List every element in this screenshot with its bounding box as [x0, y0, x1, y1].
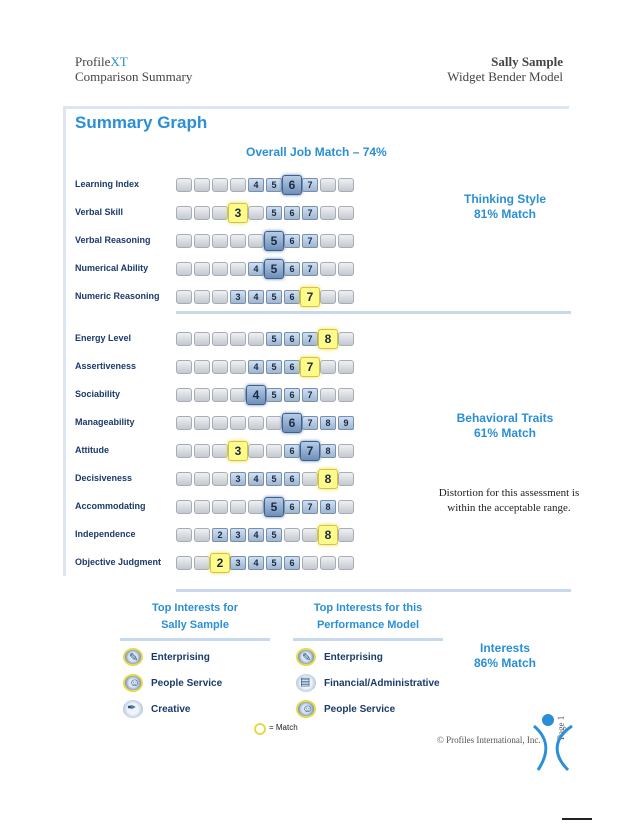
score-range-cell: 8 [320, 416, 336, 430]
score-track [176, 259, 356, 279]
row-label: Accommodating [75, 501, 146, 511]
score-cell-empty [212, 500, 228, 514]
score-cell-empty [338, 234, 354, 248]
score-cell-empty [194, 528, 210, 542]
model-interests-underline [293, 638, 443, 641]
score-cell-empty [320, 388, 336, 402]
score-cell-empty [212, 444, 228, 458]
model-interests-heading [293, 600, 443, 634]
interest-glyph: ☺ [302, 703, 314, 715]
score-track [176, 203, 356, 223]
person-score-marker: 5 [264, 259, 284, 279]
score-cell-empty [194, 556, 210, 570]
score-cell-empty [194, 472, 210, 486]
interest-label: Enterprising [324, 652, 383, 663]
interest-glyph: ✒ [127, 702, 137, 714]
score-cell-empty [194, 388, 210, 402]
profiles-logo-icon [528, 712, 576, 774]
score-cell-empty [338, 556, 354, 570]
score-track [176, 497, 356, 517]
score-cell-empty [176, 206, 192, 220]
score-range-cell: 8 [320, 500, 336, 514]
row-label: Independence [75, 529, 136, 539]
score-cell-empty [302, 528, 318, 542]
score-track [176, 175, 356, 195]
score-range-cell: 4 [248, 556, 264, 570]
score-cell-empty [266, 416, 282, 430]
score-cell-empty [212, 332, 228, 346]
person-interests-heading-line2: Sally Sample [161, 619, 229, 631]
behavioral-traits-summary [438, 411, 572, 441]
corner-mark [562, 818, 592, 820]
page-number: Page 1 [556, 715, 566, 740]
score-cell-empty [176, 178, 192, 192]
score-cell-empty [248, 234, 264, 248]
model-score-marker: 3 [228, 441, 248, 461]
score-cell-empty [338, 360, 354, 374]
score-range-cell: 3 [230, 472, 246, 486]
score-cell-empty [338, 178, 354, 192]
score-cell-empty [194, 500, 210, 514]
behavioral-traits-match: 61% Match [473, 426, 537, 440]
score-cell-empty [194, 416, 210, 430]
score-range-cell: 4 [248, 472, 264, 486]
thinking-style-summary [438, 192, 572, 222]
overall-job-match: Overall Job Match – 74% [246, 145, 387, 159]
score-cell-empty [248, 206, 264, 220]
row-label: Manageability [75, 417, 135, 427]
row-label: Assertiveness [75, 361, 137, 371]
score-range-cell: 3 [230, 556, 246, 570]
score-range-cell: 5 [266, 472, 282, 486]
score-cell-empty [176, 262, 192, 276]
score-cell-empty [176, 234, 192, 248]
header-left [75, 54, 192, 84]
score-cell-empty [212, 388, 228, 402]
section-divider [176, 589, 571, 592]
score-cell-empty [212, 472, 228, 486]
score-cell-empty [320, 234, 336, 248]
score-range-cell: 6 [284, 360, 300, 374]
score-cell-empty [176, 528, 192, 542]
score-cell-empty [338, 262, 354, 276]
score-cell-empty [194, 262, 210, 276]
score-cell-empty [266, 444, 282, 458]
row-label: Decisiveness [75, 473, 133, 483]
score-cell-empty [212, 234, 228, 248]
score-cell-empty [320, 556, 336, 570]
score-range-cell: 5 [266, 206, 282, 220]
score-track [176, 287, 356, 307]
row-label: Numerical Ability [75, 263, 149, 273]
score-range-cell: 5 [266, 556, 282, 570]
score-cell-empty [338, 290, 354, 304]
score-range-cell: 6 [284, 444, 300, 458]
person-score-marker: 6 [282, 413, 302, 433]
score-cell-empty [338, 472, 354, 486]
model-score-marker: 8 [318, 469, 338, 489]
score-range-cell: 9 [338, 416, 354, 430]
score-track [176, 357, 356, 377]
score-range-cell: 7 [302, 262, 318, 276]
score-cell-empty [194, 360, 210, 374]
person-interests-heading-line1: Top Interests for [152, 602, 238, 614]
score-cell-empty [176, 332, 192, 346]
score-range-cell: 2 [212, 528, 228, 542]
score-range-cell: 6 [284, 388, 300, 402]
section-divider [176, 311, 571, 314]
match-legend-label: = Match [269, 723, 298, 732]
score-cell-empty [320, 178, 336, 192]
match-legend-icon [254, 723, 266, 735]
score-range-cell: 5 [266, 360, 282, 374]
frame-horizontal-line [63, 106, 569, 109]
interest-glyph: ☺ [129, 677, 141, 689]
interest-label: Enterprising [151, 652, 210, 663]
score-cell-empty [230, 178, 246, 192]
section-title: Summary Graph [75, 113, 208, 132]
score-cell-empty [248, 416, 264, 430]
interests-title: Interests [479, 641, 531, 655]
score-cell-empty [248, 444, 264, 458]
score-range-cell: 7 [302, 206, 318, 220]
thinking-style-match: 81% Match [473, 207, 537, 221]
person-score-marker: 6 [282, 175, 302, 195]
person-score-marker: 5 [264, 231, 284, 251]
score-track [176, 553, 356, 573]
score-track [176, 525, 356, 545]
score-cell-empty [320, 360, 336, 374]
enterprising-icon [296, 648, 316, 666]
score-cell-empty [212, 206, 228, 220]
creative-icon [123, 700, 143, 718]
model-interests-heading-line1: Top Interests for this [313, 602, 423, 614]
row-label: Attitude [75, 445, 109, 455]
brand-title: ProfileXT [75, 54, 128, 69]
score-track [176, 441, 356, 461]
row-label: Sociability [75, 389, 121, 399]
score-cell-empty [338, 500, 354, 514]
model-score-marker: 7 [300, 357, 320, 377]
model-score-marker: 7 [300, 287, 320, 307]
score-range-cell: 7 [302, 234, 318, 248]
score-cell-empty [176, 388, 192, 402]
score-cell-empty [230, 262, 246, 276]
score-cell-empty [230, 500, 246, 514]
row-label: Learning Index [75, 179, 140, 189]
score-range-cell: 8 [320, 444, 336, 458]
interest-label: People Service [324, 704, 396, 715]
score-range-cell: 7 [302, 178, 318, 192]
score-cell-empty [176, 556, 192, 570]
score-cell-empty [212, 262, 228, 276]
score-track [176, 469, 356, 489]
score-track [176, 413, 356, 433]
score-cell-empty [230, 332, 246, 346]
score-cell-empty [230, 360, 246, 374]
score-cell-empty [176, 500, 192, 514]
score-range-cell: 4 [248, 262, 264, 276]
row-label: Objective Judgment [75, 557, 162, 567]
score-range-cell: 6 [284, 234, 300, 248]
score-range-cell: 5 [266, 528, 282, 542]
score-cell-empty [194, 206, 210, 220]
score-range-cell: 4 [248, 290, 264, 304]
row-label: Verbal Skill [75, 207, 124, 217]
score-cell-empty [230, 388, 246, 402]
financial-icon [296, 674, 316, 692]
model-score-marker: 2 [210, 553, 230, 573]
people-service-icon [123, 674, 143, 692]
interest-label: People Service [151, 678, 223, 689]
score-cell-empty [212, 290, 228, 304]
score-range-cell: 4 [248, 178, 264, 192]
score-range-cell: 5 [266, 290, 282, 304]
thinking-style-title: Thinking Style [463, 192, 546, 206]
score-range-cell: 5 [266, 388, 282, 402]
score-track [176, 385, 356, 405]
score-range-cell: 3 [230, 290, 246, 304]
row-label: Energy Level [75, 333, 132, 343]
score-cell-empty [320, 290, 336, 304]
score-range-cell: 6 [284, 290, 300, 304]
model-score-marker: 3 [228, 203, 248, 223]
score-cell-empty [176, 290, 192, 304]
score-cell-empty [176, 444, 192, 458]
score-track [176, 329, 356, 349]
model-score-marker: 8 [318, 329, 338, 349]
score-range-cell: 6 [284, 500, 300, 514]
score-range-cell: 6 [284, 262, 300, 276]
interest-glyph: ✎ [129, 652, 139, 664]
interest-label: Creative [151, 704, 191, 715]
score-cell-empty [176, 472, 192, 486]
row-label: Verbal Reasoning [75, 235, 151, 245]
score-cell-empty [194, 234, 210, 248]
person-interests-heading [120, 600, 270, 634]
score-cell-empty [176, 360, 192, 374]
score-cell-empty [248, 332, 264, 346]
score-cell-empty [320, 262, 336, 276]
person-name: Sally Sample [491, 54, 563, 69]
score-range-cell: 7 [302, 416, 318, 430]
header-right [447, 54, 563, 84]
people-service-icon [296, 700, 316, 718]
score-cell-empty [338, 528, 354, 542]
interests-summary [438, 641, 572, 671]
score-cell-empty [338, 206, 354, 220]
score-range-cell: 6 [284, 472, 300, 486]
score-cell-empty [230, 416, 246, 430]
interest-label: Financial/Administrative [324, 678, 440, 689]
score-cell-empty [248, 500, 264, 514]
score-range-cell: 4 [248, 360, 264, 374]
score-cell-empty [338, 332, 354, 346]
score-range-cell: 7 [302, 500, 318, 514]
distortion-note: Distortion for this assessment is within the acceptable range. [438, 487, 580, 514]
row-label: Numeric Reasoning [75, 291, 160, 301]
score-cell-empty [320, 206, 336, 220]
score-range-cell: 6 [284, 332, 300, 346]
model-interests-heading-line2: Performance Model [316, 619, 420, 631]
score-cell-empty [194, 332, 210, 346]
model-name: Widget Bender Model [447, 69, 563, 84]
score-range-cell: 4 [248, 528, 264, 542]
score-range-cell: 6 [284, 556, 300, 570]
score-cell-empty [302, 472, 318, 486]
report-subtitle: Comparison Summary [75, 69, 193, 84]
score-cell-empty [212, 178, 228, 192]
score-track [176, 231, 356, 251]
score-cell-empty [194, 178, 210, 192]
score-cell-empty [176, 416, 192, 430]
score-cell-empty [194, 444, 210, 458]
score-cell-empty [338, 444, 354, 458]
interests-match: 86% Match [473, 656, 537, 670]
score-range-cell: 6 [284, 206, 300, 220]
frame-vertical-line [63, 106, 66, 576]
score-range-cell: 7 [302, 388, 318, 402]
copyright: © Profiles International, Inc. [437, 735, 541, 745]
score-range-cell: 5 [266, 178, 282, 192]
score-cell-empty [212, 416, 228, 430]
interest-glyph: ▤ [300, 676, 311, 688]
score-cell-empty [194, 290, 210, 304]
score-cell-empty [212, 360, 228, 374]
score-cell-empty [284, 528, 300, 542]
score-cell-empty [230, 234, 246, 248]
score-range-cell: 5 [266, 332, 282, 346]
score-cell-empty [338, 388, 354, 402]
behavioral-traits-title: Behavioral Traits [456, 411, 554, 425]
model-score-marker: 8 [318, 525, 338, 545]
person-score-marker: 5 [264, 497, 284, 517]
person-score-marker: 7 [300, 441, 320, 461]
person-score-marker: 4 [246, 385, 266, 405]
score-range-cell: 7 [302, 332, 318, 346]
score-cell-empty [302, 556, 318, 570]
score-range-cell: 3 [230, 528, 246, 542]
enterprising-icon [123, 648, 143, 666]
person-interests-underline [120, 638, 270, 641]
interest-glyph: ✎ [302, 652, 312, 664]
